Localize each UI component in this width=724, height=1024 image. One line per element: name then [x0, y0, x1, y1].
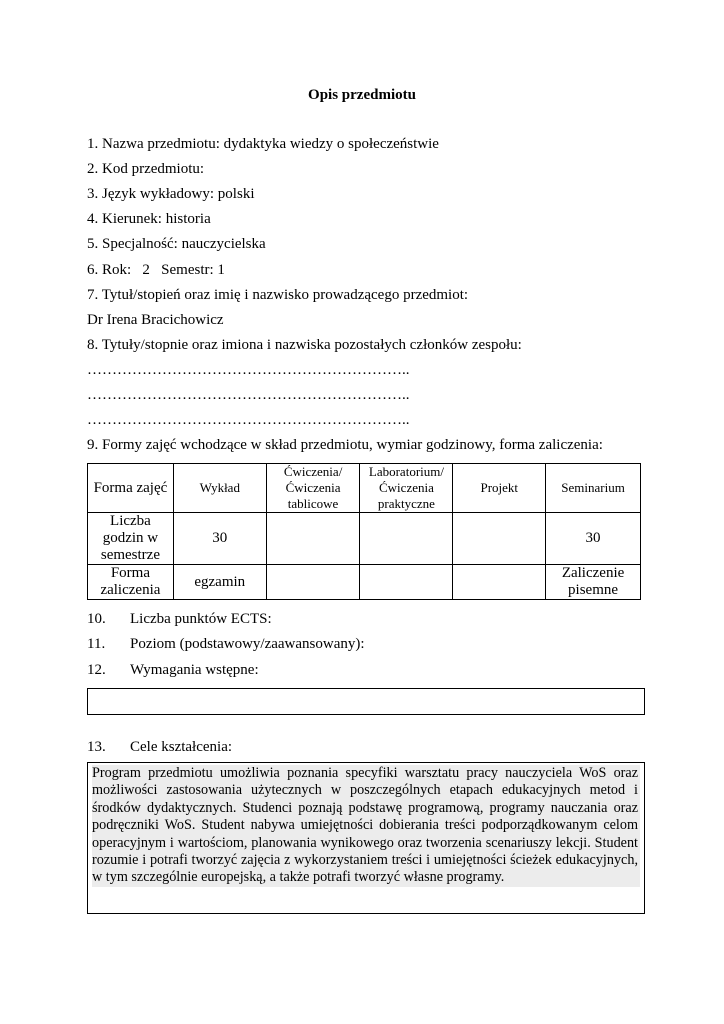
cell-hours-laboratorium — [360, 513, 453, 565]
team-placeholder-2: ……………………………………………………….. — [87, 387, 410, 403]
cell-hours-wyklad: 30 — [173, 513, 266, 565]
cell-assessment-laboratorium — [360, 565, 453, 600]
section-number: 10. — [87, 611, 106, 627]
goals-text: Program przedmiotu umożliwia poznania specyfiki warsztatu pracy nauczyciela WoS oraz możliwości zastosowania użytecznych w poszczególnych etapach edukacyjnych metod i środków dydaktycznych. Studenci poznają podstawę programową, programy nauczania oraz podręczniki WoS. Student nabywa umiejętności dobierania treści podporządkowanym celom operacyjnym i wartościom, planowania wynikowego oraz tworzenia scenariuszy lekcji. Student rozumie i potrafi tworzyć zajęcia z wykorzystaniem treści i umiejętności ścieżek edukacyjnych, w tym szczególnie europejską, a także potrafi tworzyć własne programy. — [92, 765, 638, 886]
course-code-line: 2. Kod przedmiotu: — [87, 161, 205, 177]
section-number: 11. — [87, 636, 106, 652]
forms-heading: 9. Formy zajęć wchodzące w skład przedmiotu, wymiar godzinowy, forma zaliczenia: — [87, 437, 603, 453]
section-label: Poziom (podstawowy/zaawansowany): — [130, 636, 365, 652]
table-row — [88, 513, 641, 565]
goals-line — [87, 739, 232, 756]
year-semester-line: 6. Rok: 2 Semestr: 1 — [87, 262, 225, 278]
section-number: 12. — [87, 662, 106, 678]
header-forma-zajec: Forma zajęć — [88, 464, 174, 513]
cell-assessment-projekt — [453, 565, 546, 600]
team-placeholder-1: ……………………………………………………….. — [87, 362, 410, 378]
header-seminarium: Seminarium — [546, 464, 641, 513]
cell-assessment-wyklad: egzamin — [173, 565, 266, 600]
course-name-line: 1. Nazwa przedmiotu: dydaktyka wiedzy o społeczeństwie — [87, 136, 439, 152]
ects-line — [87, 611, 272, 628]
cell-hours-cwiczenia — [266, 513, 360, 565]
team-heading: 8. Tytuły/stopnie oraz imiona i nazwiska pozostałych członków zespołu: — [87, 337, 522, 353]
table-row — [88, 565, 641, 600]
goals-box — [87, 762, 645, 914]
instructor-heading: 7. Tytuł/stopień oraz imię i nazwisko prowadzącego przedmiot: — [87, 287, 469, 303]
table-header-row — [88, 464, 641, 513]
forms-table — [87, 463, 641, 600]
row-label-hours: Liczba godzin w semestrze — [88, 513, 174, 565]
row-label-assessment: Forma zaliczenia — [88, 565, 174, 600]
requirements-line — [87, 662, 259, 679]
section-number: 13. — [87, 739, 106, 755]
requirements-box — [87, 688, 645, 715]
cell-assessment-seminarium: Zaliczenie pisemne — [546, 565, 641, 600]
field-line: 4. Kierunek: historia — [87, 211, 211, 227]
specialty-line: 5. Specjalność: nauczycielska — [87, 236, 266, 252]
header-projekt: Projekt — [453, 464, 546, 513]
header-laboratorium: Laboratorium/ Ćwiczenia praktyczne — [360, 464, 453, 513]
page-title: Opis przedmiotu — [308, 87, 416, 103]
instructor-name: Dr Irena Bracichowicz — [87, 312, 224, 328]
cell-assessment-cwiczenia — [266, 565, 360, 600]
section-label: Wymagania wstępne: — [130, 662, 259, 678]
header-wyklad: Wykład — [173, 464, 266, 513]
cell-hours-projekt — [453, 513, 546, 565]
language-line: 3. Język wykładowy: polski — [87, 186, 255, 202]
cell-hours-seminarium: 30 — [546, 513, 641, 565]
team-placeholder-3: ……………………………………………………….. — [87, 412, 410, 428]
level-line — [87, 636, 365, 653]
header-cwiczenia: Ćwiczenia/ Ćwiczenia tablicowe — [266, 464, 360, 513]
section-label: Cele kształcenia: — [130, 739, 233, 755]
section-label: Liczba punktów ECTS: — [130, 611, 272, 627]
